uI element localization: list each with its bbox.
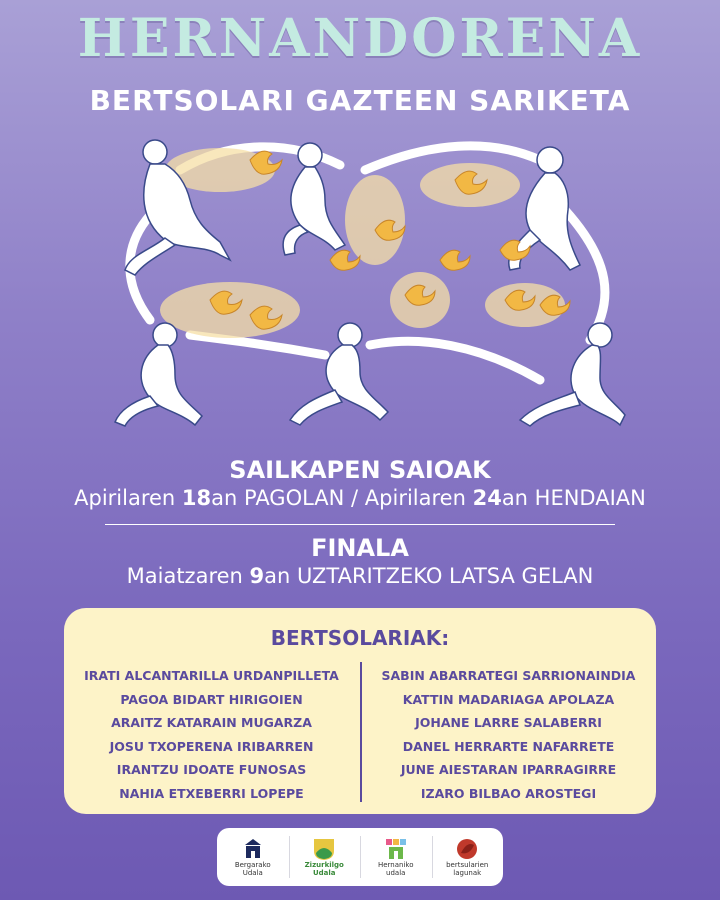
section-divider <box>105 524 615 525</box>
bertsularien-lagunak-logo <box>432 828 504 886</box>
hernani-blocks-icon <box>384 837 408 861</box>
dancers-illustration <box>110 130 630 430</box>
sponsor-logos <box>217 828 503 886</box>
participant-name: JUNE AIESTARAN IPARRAGIRRE <box>400 762 617 777</box>
participant-name: IRATI ALCANTARILLA URDANPILLETA <box>84 668 339 683</box>
participants-title: BERTSOLARIAK: <box>270 626 450 650</box>
zizurkil-logo <box>289 828 361 886</box>
hernani-text-1: Hernaniko <box>377 861 414 869</box>
hernani-logo <box>360 828 432 886</box>
zizurkil-shield-icon <box>312 837 336 861</box>
bergara-text-2: Udala <box>242 869 263 877</box>
bertsularien-text-1: bertsularien <box>446 861 489 869</box>
participant-name: NAHIA ETXEBERRI LOPEPE <box>119 785 304 801</box>
participant-name: ARAITZ KATARAIN MUGARZA <box>111 715 312 730</box>
final-title: FINALA <box>311 534 409 562</box>
final-date: Maiatzaren 9an UZTARITZEKO LATSA GELAN <box>126 564 594 588</box>
participant-name: IZARO BILBAO AROSTEGI <box>420 785 597 801</box>
bergara-crest-icon <box>242 837 264 861</box>
participant-name: JOHANE LARRE SALABERRI <box>415 715 602 730</box>
classification-dates: Apirilaren 18an PAGOLAN / Apirilaren 24an HENDAIAN <box>74 486 646 510</box>
classification-title: SAILKAPEN SAIOAK <box>229 456 491 484</box>
zizurkil-text-2: Udala <box>312 869 336 877</box>
bertsularien-leaf-icon <box>454 837 480 861</box>
participant-name: IRANTZU IDOATE FUNOSAS <box>116 762 307 777</box>
participants-left-column <box>64 664 359 805</box>
event-title: HERNANDORENA <box>77 8 643 69</box>
participant-name: PAGOA BIDART HIRIGOIEN <box>120 691 303 707</box>
bergara-text-1: Bergarako <box>234 861 271 869</box>
bertsularien-text-2: lagunak <box>453 869 482 877</box>
participant-name: SABIN ABARRATEGI SARRIONAINDIA <box>381 668 636 683</box>
event-subtitle: BERTSOLARI GAZTEEN SARIKETA <box>89 84 631 117</box>
participant-name: KATTIN MADARIAGA APOLAZA <box>402 691 615 707</box>
participant-name: JOSU TXOPERENA IRIBARREN <box>109 738 314 754</box>
participants-right-column <box>361 664 656 805</box>
participants-panel <box>64 608 656 814</box>
participant-name: DANEL HERRARTE NAFARRETE <box>402 738 615 754</box>
hernani-text-2: udala <box>386 869 406 877</box>
bergara-logo <box>217 828 289 886</box>
zizurkil-text-1: Zizurkilgo <box>304 861 344 869</box>
